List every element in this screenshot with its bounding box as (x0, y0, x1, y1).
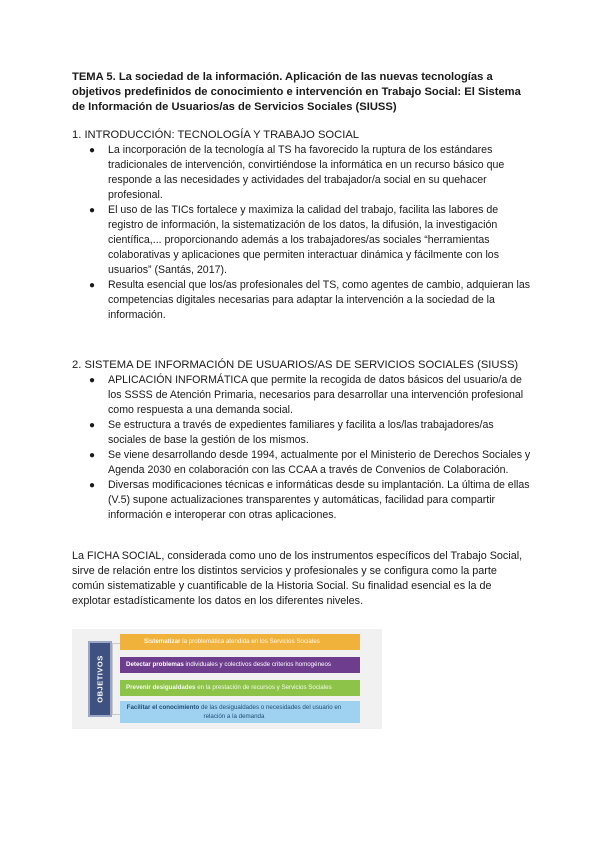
objective-text: individuales y colectivos desde criterios homogéneos (183, 661, 331, 668)
objective-text: de las desigualdades o necesidades del usuario en relación a la demanda (199, 704, 342, 720)
objective-bar-facilitar (120, 701, 360, 723)
objetivos-label-box (88, 641, 112, 717)
section-1-heading: 1. INTRODUCCIÓN: TECNOLOGÍA Y TRABAJO SOCIAL (72, 129, 360, 141)
section-1-list (72, 143, 532, 323)
objetivos-infographic (72, 629, 382, 729)
section-2-list (72, 373, 532, 523)
list-item-text: Se estructura a través de expedientes familiares y facilita a los/las trabajadores/as sociales de base la gestión de los mismos. (108, 419, 494, 446)
objective-keyword: Prevenir desigualdades (126, 684, 196, 691)
list-item (89, 278, 532, 323)
objective-bar-detectar (120, 657, 360, 673)
bullet-icon: ● (89, 280, 96, 291)
list-item-text: Diversas modificaciones técnicas e informáticas desde su implantación. La última de ellas (V.5) supone actualizaciones transparentes y automáticas, facilidad para compartir información e interoperar con otras aplicaciones. (108, 479, 530, 521)
bullet-icon: ● (89, 375, 96, 386)
list-item-text: La incorporación de la tecnología al TS ha favorecido la ruptura de los estándares tradicionales de intervención, convirtiéndose la informática en un recurso básico que responde a las necesidades y actividades del trabajador/a social en su quehacer profesional. (108, 144, 505, 201)
section-2-heading: 2. SISTEMA DE INFORMACIÓN DE USUARIOS/AS DE SERVICIOS SOCIALES (SIUSS) (72, 359, 519, 371)
objective-keyword: Detectar problemas (126, 661, 184, 668)
ficha-social-paragraph: La FICHA SOCIAL, considerada como uno de los instrumentos específicos del Trabajo Social, sirve de relación entre los distintos servicios y profesionales y se configura como la parte común sistematizable y cuantificable de la Historia Social. Su finalidad esencial es la de explotar estadísticamente los datos en los diferentes niveles. (72, 550, 523, 607)
list-item-text: APLICACIÓN INFORMÁTICA que permite la recogida de datos básicos del usuario/a de los SSSS de Atención Primaria, necesarios para desarrollar una intervención profesional como respuesta a una demanda social. (108, 374, 524, 416)
objective-text: en la prestación de recursos y Servicios Sociales (195, 684, 332, 691)
objective-text: la problemática atendida en los Servicios Sociales (180, 638, 320, 645)
list-item-text: El uso de las TICs fortalece y maximiza la calidad del trabajo, facilita las labores de registro de información, la sistematización de los datos, la difusión, la investigación científica,... proporcionando además a los trabajadores/as sociales “herramientas colaborativas y aplicaciones que permiten interactuar dinámica y fácilmente con los usuarios” (Santás, 2017). (108, 204, 499, 276)
bullet-icon: ● (89, 450, 96, 461)
objetivos-label: OBJETIVOS (95, 655, 105, 703)
list-item (89, 478, 532, 523)
list-item (89, 418, 532, 448)
list-item-text: Se viene desarrollando desde 1994, actualmente por el Ministerio de Derechos Sociales y Agenda 2030 en colaboración con las CCAA a través de Convenios de Colaboración. (108, 449, 531, 476)
list-item (89, 203, 532, 278)
bullet-icon: ● (89, 480, 96, 491)
document-body (72, 70, 532, 609)
objective-keyword: Facilitar el conocimiento (126, 704, 200, 711)
list-item (89, 373, 532, 418)
objective-keyword: Sistematizar (144, 638, 181, 645)
list-item (89, 143, 532, 203)
bullet-icon: ● (89, 205, 96, 216)
document-title: TEMA 5. La sociedad de la información. Aplicación de las nuevas tecnologías a objetivos predefinidos de conocimiento e intervención en Trabajo Social: El Sistema de Información de Usuarios/as de Servicios Sociales (SIUSS) (72, 71, 521, 113)
bullet-icon: ● (89, 145, 96, 156)
objective-bar-prevenir (120, 680, 360, 696)
list-item-text: Resulta esencial que los/as profesionales del TS, como agentes de cambio, adquieran las competencias digitales necesarias para adaptar la intervención a la sociedad de la información. (108, 279, 531, 321)
list-item (89, 448, 532, 478)
bullet-icon: ● (89, 420, 96, 431)
objective-bar-sistematizar (120, 634, 360, 650)
